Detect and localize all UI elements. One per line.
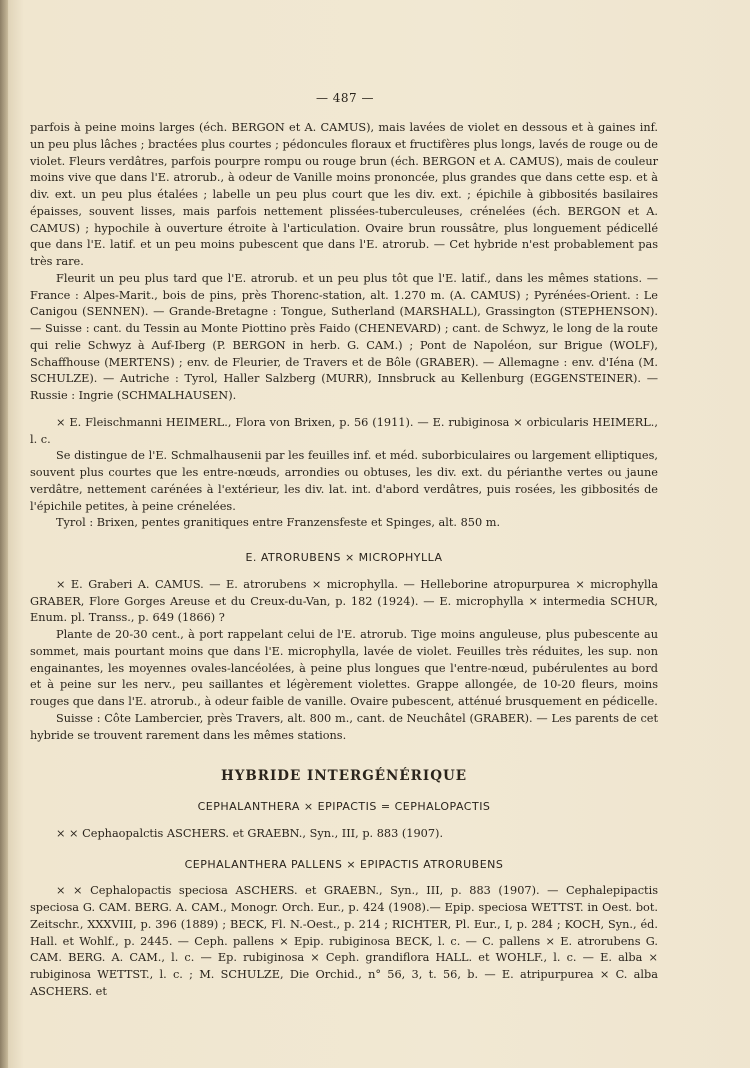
section-heading: E. ATRORUBENS × MICROPHYLLA bbox=[245, 551, 443, 564]
text-body bbox=[30, 120, 658, 1001]
paragraph: Fleurit un peu plus tard que l'E. atrorub. et un peu plus tôt que l'E. latif., dans les mêmes stations. — France : Alpes-Marit., bois de pins, près Thorenc-station, alt. 1.270 m. (A. CAMUS) ; Pyrénées-Orient. : Le Canigou (SENNEN). — Grande-Bretagne : Tongue, Sutherland (MARSHALL), Grassington (STEPHENSON). — Suisse : cant. du Tessin au Monte Piottino près Faido (CHENEVARD) ; cant. de Schwyz, le long de la route qui relie Schwyz à Auf-Iberg (P. BERGON in herb. G. CAM.) ; Pont de Napoléon, sur Brigue (WOLF), Schaffhouse (MERTENS) ; env. de Fleurier, de Travers et de Bôle (GRABER). — Allemagne : env. d'Iéna (M. SCHULZE). — Autriche : Tyrol, Haller Salzberg (MURR), Innsbruck au Kellenburg (EGGENSTEINER). — Russie : Ingrie (SCHMALHAUSEN). bbox=[30, 271, 658, 402]
paragraph: Tyrol : Brixen, pentes granitiques entre Franzensfeste et Spinges, alt. 850 m. bbox=[56, 516, 501, 530]
paragraph: Suisse : Côte Lambercier, près Travers, alt. 800 m., cant. de Neuchâtel (GRABER). — Les parents de cet hybride se trouvent rarement dans les mêmes stations. bbox=[30, 711, 658, 742]
paragraph: Se distingue de l'E. Schmalhausenii par les feuilles inf. et méd. suborbiculaires ou largement elliptiques, souvent plus courtes que les entre-nœuds, arrondies ou obtuses, les div. ext. du périanthe vertes ou jaune verdâtre, nettement carénées à l'extérieur, les div. lat. int. d'abord verdâtres, puis rosées, les gibbosités de l'épichile petites, à peine crénelées. bbox=[30, 449, 658, 513]
page-number: — 487 — bbox=[315, 91, 375, 105]
section-heading: HYBRIDE INTERGÉNÉRIQUE bbox=[220, 768, 468, 785]
paragraph: × × Cephalopactis speciosa ASCHERS. et GRAEBN., Syn., III, p. 883 (1907). — Cephalepipactis speciosa G. CAM. BERG. A. CAM., Monogr. Orch. Eur., p. 424 (1908).— Epip. speciosa WETTST. in Oest. bot. Zeitschr., XXXVIII, p. 396 (1889) ; BECK, Fl. N.-Oest., p. 214 ; RICHTER, Pl. Eur., I, p. 284 ; KOCH, Syn., éd. Hall. et Wohlf., p. 2445. — Ceph. pallens × Epip. rubiginosa BECK, l. c. — C. pallens × E. atrorubens G. CAM. BERG. A. CAM., l. c. — Ep. rubiginosa × Ceph. grandiflora HALL. et WOHLF., l. c. — E. alba × rubiginosa WETTST., l. c. ; M. SCHULZE, Die Orchid., n° 56, 3, t. 56, b. — E. atripurpurea × C. alba ASCHERS. et bbox=[30, 884, 658, 998]
paragraph: × × Cephaopalctis ASCHERS. et GRAEBN., Syn., III, p. 883 (1907). bbox=[56, 826, 444, 840]
paragraph: parfois à peine moins larges (éch. BERGON et A. CAMUS), mais lavées de violet en dessous et à gaines inf. un peu plus lâches ; bractées plus courtes ; pédoncules floraux et fructifères plus longs, lavés de rouge ou de violet. Fleurs verdâtres, parfois pourpre rompu ou rouge brun (éch. BERGON et A. CAMUS), mais de couleur moins vive que dans l'E. atrorub., à odeur de Vanille moins prononcée, plus grandes que dans cette esp. et à div. ext. un peu plus étalées ; labelle un peu plus court que les div. ext. ; épichile à gibbosités basilaires épaisses, souvent lisses, mais parfois nettement plissées-tuberculeuses, crénelées (éch. BERGON et A. CAMUS) ; hypochile à ouverture étroite à l'articulation. Ovaire brun roussâtre, plus longuement pédicellé que dans l'E. latif. et un peu moins pubescent que dans l'E. atrorub. — Cet hybride n'est probablement pas très rare. bbox=[30, 121, 658, 268]
section-heading: CEPHALANTHERA × EPIPACTIS = CEPHALOPACTIS bbox=[197, 800, 491, 813]
paragraph: × E. Fleischmanni HEIMERL., Flora von Brixen, p. 56 (1911). — E. rubiginosa × orbicularis HEIMERL., l. c. bbox=[30, 415, 658, 446]
section-heading: CEPHALANTHERA PALLENS × EPIPACTIS ATRORUBENS bbox=[184, 857, 504, 871]
paragraph: Plante de 20-30 cent., à port rappelant celui de l'E. atrorub. Tige moins anguleuse, plus pubescente au sommet, mais pourtant moins que dans l'E. microphylla, lavée de violet. Feuilles très réduites, les sup. non engainantes, les moyennes ovales-lancéolées, à peine plus longues que l'entre-nœud, pubérulentes au bord et à peine sur les nerv., peu saillantes et légèrement violettes. Grappe allongée, de 10-20 fleurs, moins rouges que dans l'E. atrorub., à odeur faible de vanille. Ovaire pubescent, atténué brusquement en pédicelle. bbox=[30, 628, 658, 708]
book-spine-edge bbox=[0, 0, 8, 1068]
paragraph: × E. Graberi A. CAMUS. — E. atrorubens × microphylla. — Helleborine atropurpurea × microphylla GRABER, Flore Gorges Areuse et du Creux-du-Van, p. 182 (1924). — E. microphylla × intermedia SCHUR, Enum. pl. Transs., p. 649 (1866) ? bbox=[30, 577, 658, 625]
